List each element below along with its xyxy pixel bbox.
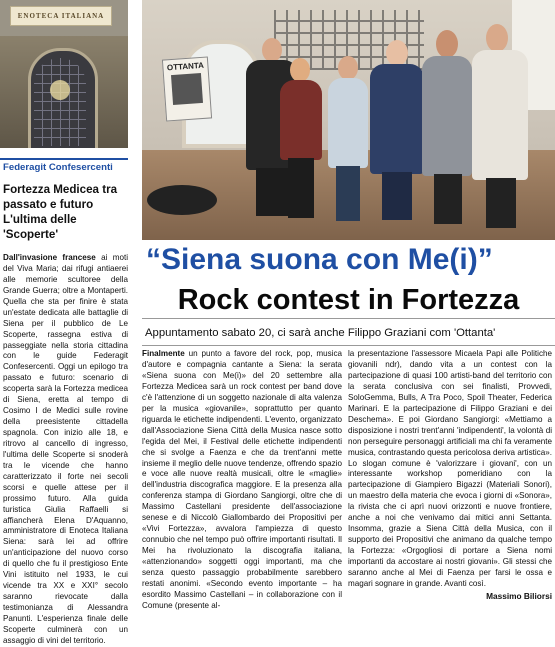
main-title-line2: Rock contest in Fortezza: [177, 284, 520, 316]
ottanta-poster: [162, 56, 212, 121]
article-column-2-text: la presentazione l'assessore Micaela Papi alle Politiche giovanili ndr), dando vita a un contest con la partecipazione di quasi 100 artisti-band del territorio con la serata conclusiva con sei finalisti, Provvedi, SoloGemma, Bulls, A Tra Poco, Spoil Theater, Federica Marinari. E la partecipazione di Filippo Graziani e dei Deschema». E poi Giordano Sangiorgi: «Mettiamo a disposizione i nostri trent'anni 'indipendenti', la volontà di non perseguire personaggi artificiali ma chi fa veramente musica, contrastando questa pericolosa deriva artistica». Lo slogan comune è 'valorizzare i giovani', con un interessante workshop pomeridiano con la partecipazione di Giampiero Bigazzi (Materiali Sonori), un maestro della materia che evoca i giorni di «Sonora», la rivista che ci aprì nuovi orizzonti e nuove frontiere, anche a noi che venivamo dai mitici anni Settanta. Insomma, grazie a Siena Città della Musica, con il supporto dei Propositivi che animano da qualche tempo la Fortezza: «Orgogliosi di portare a Siena nomi importanti da accostare ai nostri giovani». Gli stessi che saranno anche al Mei di Faenza per farsi le ossa e magari sognare in grande. Avanti così.: [348, 349, 552, 589]
side-kicker: Federagit Confesercenti: [3, 162, 113, 173]
group-photo: [142, 0, 555, 240]
article-column-1: [142, 349, 342, 612]
byline: Massimo Biliorsi: [486, 590, 552, 601]
side-lead: Dall'invasione francese: [3, 253, 96, 262]
subtitle-rule: [142, 345, 555, 346]
article-column-2: [348, 349, 552, 602]
side-body-text: ai moti del Viva Maria; dai rifugi antiaerei alle memorie scultoree della Grande Guerra; oltre a Montaperti. Quella che sta per finire è stata un'estate dedicata alle battaglie di Siena per il pubblico de Le Scoperte, rassegna estiva di passeggiate nella storia cittadina con le guide Federagit Confesercenti. Oggi un epilogo tra passato e futuro: scenario di scoperta sarà la Fortezza medicea di Siena, eretta al tempo di Cosimo I de Medici sulle rovine della preesistente cittadella spagnola. Con inizio alle 18, e ritrovo al cancello di ingresso, l'ultima delle Scoperte si snoderà tra le vicende che hanno caratterizzato il forte nei secoli scorsi e quelle attese per il prossimo futuro. Alla guida turistica Giulia Raffaelli si affiancherà Elena D'Aquanno, amministratore di Enoteca Italiana Siena: sarà lei ad offrire un'anticipazione del nuovo corso di quello che fu il prestigioso Ente Vini istituito nel 1933, le cui vicende tra XX e XXI° secolo saranno rievocate dalla testimonianza di Alessandra Panunti. L'esperienza finale delle Scoperte culminerà con un assaggio di vini del territorio.: [3, 253, 128, 645]
side-headline: Fortezza Medicea tra passato e futuro L'ultima delle 'Scoperte': [3, 183, 118, 241]
enoteca-sign: ENOTECA ITALIANA: [10, 6, 112, 26]
title-rule: [142, 318, 555, 319]
section-rule: [0, 158, 128, 160]
main-subtitle: Appuntamento sabato 20, ci sarà anche Filippo Graziani com 'Ottanta': [145, 327, 496, 339]
article-column-1-text: un punto a favore del rock, pop, musica d'autore e compagnia cantante a Siena: la serata «Siena suona con Me(i)» del 20 settembre alla Fortezza Medicea sarà un rock contest per band dove c'è l'attenzione di un soggetto nazionale di alta valenza per la musica «giovanile», soprattutto per quanto riguarda le etichette indipendenti. L'evento, organizzato dall'Associazione Siena Città della Musica nasce sotto l'egida del Mei, il Festival delle etichette indipendenti che si svolge a Faenza e che da trent'anni mette insieme il meglio delle nuove tendenze, offrendo spazio e voce alle nuove realtà musicali, oltre le «maglie» dell'industria discografica maggiore. E la presenza alla conferenza stampa di Giordano Sangiorgi, oltre che di Massimo Castellani presidente dell'associazione senese e di Niccolò Giallombardo dei Propositivi per «Vivi Fortezza», avvalora l'ampiezza di questo connubio che nel tempo può offrire importanti risultati. Il Mei ha rivoluzionato la discografia italiana, «attenzionando» soggetti oggi importanti, ma che senza questo passaggio probabilmente sarebbero restati anonimi. «Secondo evento importante – ha esordito Massimo Castellani – in collaborazione con il Comune (presente al-: [142, 349, 342, 610]
enoteca-photo: [0, 0, 128, 148]
poster-title: OTTANTA: [166, 60, 205, 73]
main-title-line1: “Siena suona con Me(i)”: [146, 243, 493, 276]
article-lead: Finalmente: [142, 349, 185, 358]
side-article-body: [3, 253, 128, 647]
